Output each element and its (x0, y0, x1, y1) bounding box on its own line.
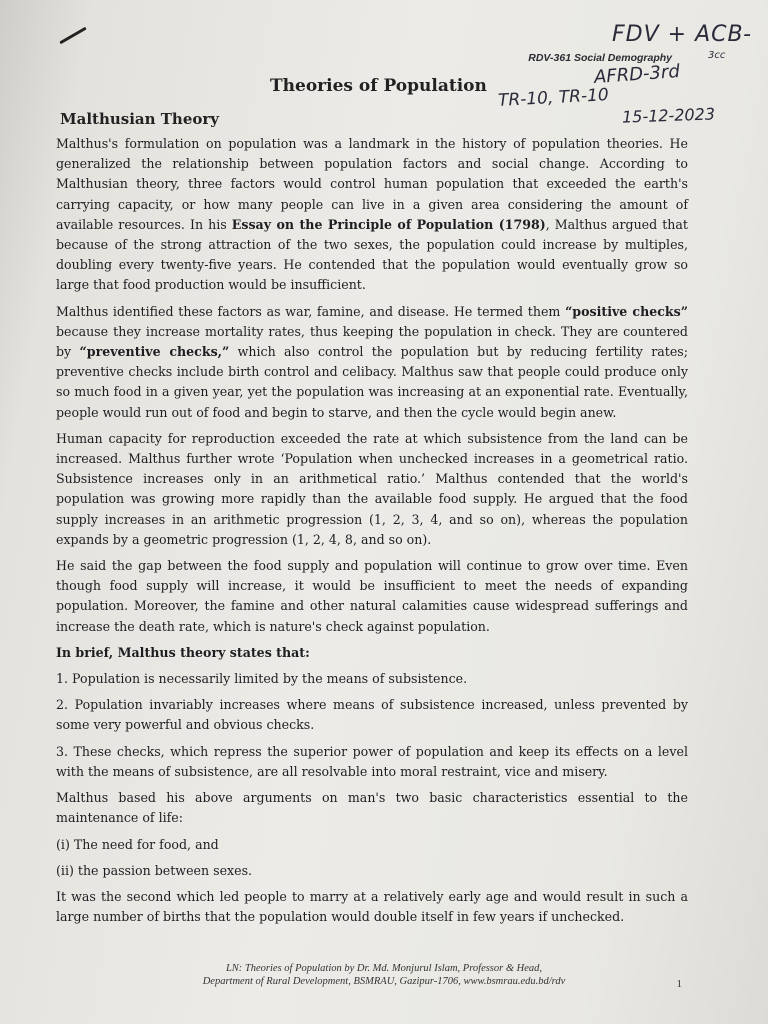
list-item-3: 3. These checks, which repress the superior power of population and keep its effects on a level with the means of subsistence, are all resolvable into moral restraint, vice and misery. (56, 743, 688, 779)
footer-line-1: LN: Theories of Population by Dr. Md. Monjurul Islam, Professor & Head, (225, 963, 543, 974)
list-item-2: 2. Population invariably increases where means of subsistence increased, unless prevented by some very powerful and obvious checks. (56, 697, 688, 733)
paragraph-2 (56, 302, 688, 423)
characteristic-1: (i) The need for food, and (56, 836, 219, 852)
section-heading: Malthusian Theory (60, 110, 219, 128)
handwritten-date: 15-12-2023 (621, 104, 716, 127)
paragraph-1 (56, 134, 688, 296)
paragraph-text: which also control the population but by reducing fertility rates; preventive checks include birth control and celibacy. Malthus saw that people could produce only so much food in a given year, yet the population was increasing at an exponential rate. Eventually, people would run out of food and begin to starve, and then the cycle would begin anew. (56, 344, 688, 420)
characteristic-2: (ii) the passion between sexes. (56, 862, 253, 878)
handwritten-section: AFRD-3rd (593, 61, 681, 88)
paragraph-3: Human capacity for reproduction exceeded the rate at which subsistence from the land can be increased. Malthus further wrote ‘Population when unchecked increases in a geometrical ratio. Subsistence increases only in an arithmetical ratio.’ Malthus contended that the world's population was growing more rapidly than the available food supply. He argued that the food supply increases in an arithmetic progression (1, 2, 3, 4, and so on), whereas the population expands by a geometric progression (1, 2, 4, 8, and so on). (56, 430, 688, 547)
paragraph-text: , Malthus argued that because of the strong attraction of the two sexes, the population could increase by multiples, doubling every twenty-five years. He contended that the population would eventually grow so large that food production would be insufficient. (56, 216, 688, 293)
essay-title-bold: Essay on the Principle of Population (1798) (231, 216, 546, 232)
paragraph-4: He said the gap between the food supply and population will continue to grow over time. Even though food supply will increase, it would be insufficient to meet the needs of expanding population. Moreover, the famine and other natural calamities cause widespread sufferings and increase the death rate, which is nature's check against population. (56, 558, 688, 634)
footer (0, 962, 768, 988)
pen-stroke-mark (59, 27, 86, 45)
course-header: RDV-361 Social Demography (528, 52, 672, 64)
handwritten-small-note: 3cc (708, 50, 726, 61)
document-body (56, 134, 688, 933)
page-number: 1 (676, 978, 682, 990)
footer-line-2: Department of Rural Development, BSMRAU, Gazipur-1706, www.bsmrau.edu.bd/rdv (202, 976, 566, 987)
paragraph-5: Malthus based his above arguments on man's two basic characteristics essential to the maintenance of life: (56, 790, 688, 826)
preventive-checks-bold: “preventive checks,” (79, 344, 230, 360)
list-item-1: 1. Population is necessarily limited by the means of subsistence. (56, 671, 468, 687)
paragraph-text: Malthus identified these factors as war, famine, and disease. He termed them (56, 303, 566, 319)
handwritten-course-code: FDV + ACB- (612, 22, 753, 47)
paragraph-text: Malthus's formulation on population was a landmark in the history of population theories. He generalized the relationship between population factors and social change. According to Malthusian theory, three factors would control human population that exceeded the earth's carrying capacity, or how many people can live in a given area considering the amount of available resources. In his (56, 136, 688, 232)
handwritten-codes: TR-10, TR-10 (497, 85, 610, 111)
brief-heading: In brief, Malthus theory states that: (56, 644, 310, 660)
paragraph-6: It was the second which led people to marry at a relatively early age and would result in such a large number of births that the population would double itself in few years if unchecked. (56, 888, 688, 925)
positive-checks-bold: “positive checks” (565, 303, 688, 319)
document-title: Theories of Population (270, 76, 487, 96)
paragraph-text: because they increase mortality rates, thus keeping the population in check. They are countered by (56, 323, 688, 360)
